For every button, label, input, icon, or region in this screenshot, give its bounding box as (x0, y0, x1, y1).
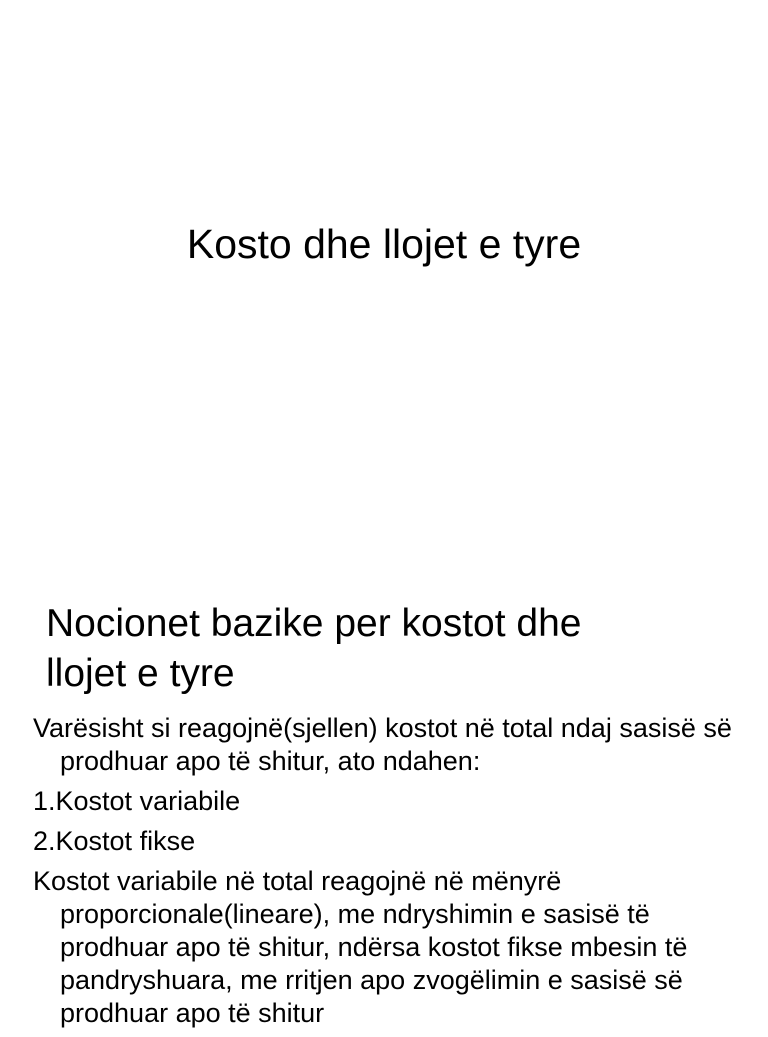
intro-paragraph: Varësisht si reagojnë(sjellen) kostot në total ndaj sasisë së prodhuar apo të shitur, ato ndahen: (33, 713, 732, 776)
slide-title: Kosto dhe llojet e tyre (186, 221, 582, 267)
body-text (33, 712, 738, 1037)
list-item-variable-costs: 1.Kostot variabile (33, 786, 241, 816)
section-heading-line-1: Nocionet bazike per kostot dhe (46, 602, 582, 645)
explanation-paragraph: Kostot variabile në total reagojnë në mënyrë proporcionale(lineare), me ndryshimin e sasisë të prodhuar apo të shitur, ndërsa kostot fikse mbesin të pandryshuara, me rritjen apo zvogëlimin e sasisë së prodhuar apo të shitur (33, 866, 688, 1028)
section-heading-line-2: llojet e tyre (46, 652, 235, 695)
section-heading (46, 599, 726, 699)
list-item-fixed-costs: 2.Kostot fikse (33, 826, 196, 856)
